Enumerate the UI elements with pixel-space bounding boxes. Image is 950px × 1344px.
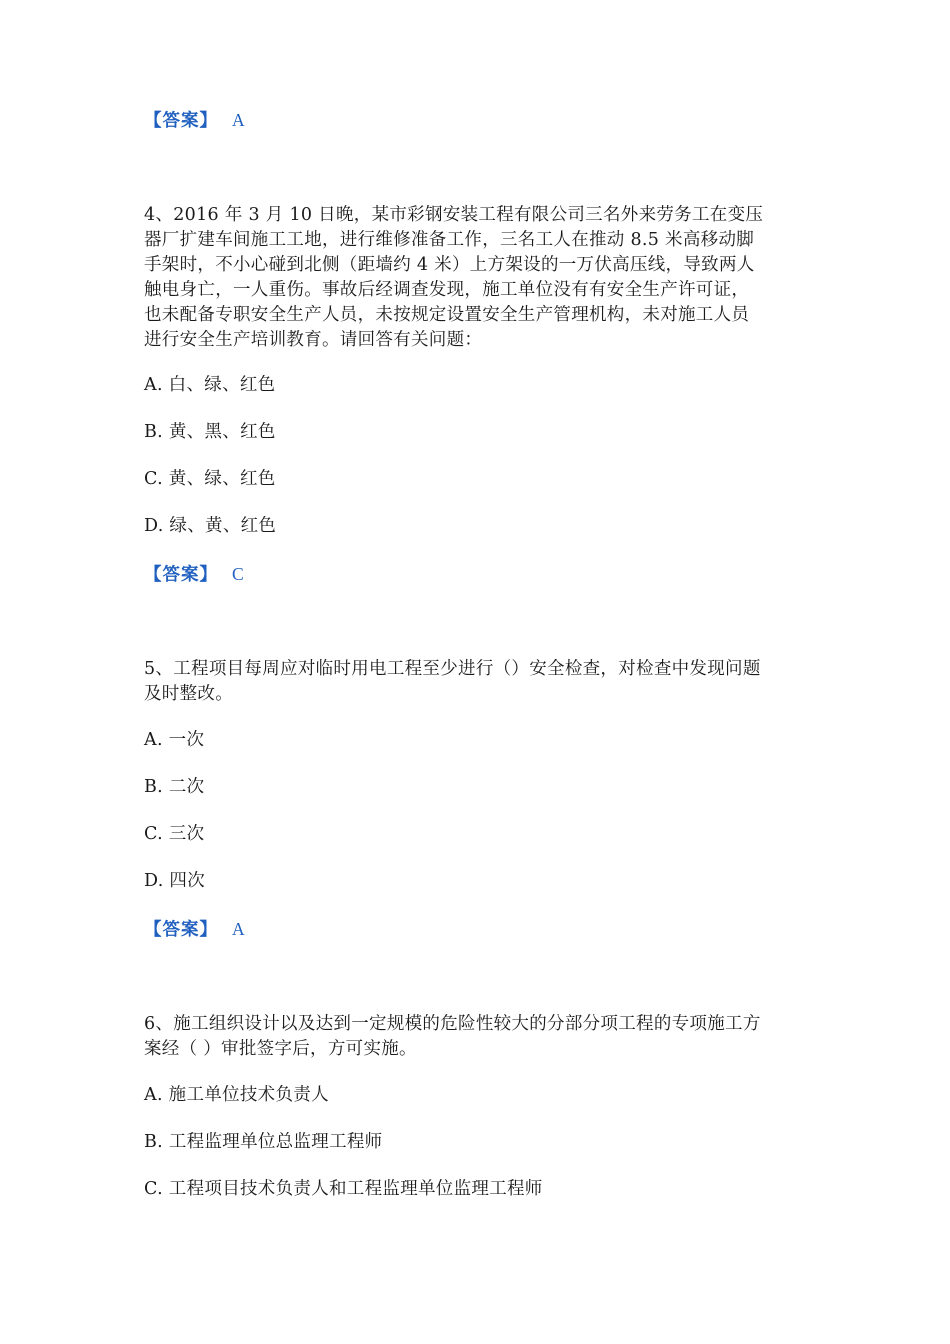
option-b: B. 黄、黑、红色 [144,422,276,442]
option-c: C. 工程项目技术负责人和工程监理单位监理工程师 [144,1179,543,1199]
question-4-line-1: 4、2016 年 3 月 10 日晚，某市彩钢安装工程有限公司三名外来劳务工在变压 [144,205,764,225]
option-b: B. 二次 [144,777,205,797]
answer-line-q4 [144,562,244,587]
question-4-line-2: 器厂扩建车间施工工地，进行维修准备工作，三名工人在推动 8.5 米高移动脚 [144,230,755,250]
option-a: A. 一次 [144,730,205,750]
question-5-line-2: 及时整改。 [144,684,233,704]
answer-value: A [232,110,245,130]
answer-value: C [232,564,244,584]
option-c: C. 三次 [144,824,205,844]
answer-tag: 【答案】 [144,111,218,131]
question-6-line-2: 案经（ ）审批签字后，方可实施。 [144,1039,417,1059]
question-4-line-6: 进行安全生产培训教育。请回答有关问题： [144,330,483,350]
option-b: B. 工程监理单位总监理工程师 [144,1132,383,1152]
answer-tag: 【答案】 [144,920,218,940]
question-4-line-5: 也未配备专职安全生产人员，未按规定设置安全生产管理机构，未对施工人员 [144,305,750,325]
option-a: A. 白、绿、红色 [144,375,276,395]
question-6-line-1: 6、施工组织设计以及达到一定规模的危险性较大的分部分项工程的专项施工方 [144,1014,761,1034]
option-c: C. 黄、绿、红色 [144,469,276,489]
option-d: D. 四次 [144,871,206,891]
answer-line-q3 [144,108,245,133]
answer-value: A [232,919,245,939]
answer-line-q5 [144,917,245,942]
answer-tag: 【答案】 [144,565,218,585]
question-4-line-3: 手架时，不小心碰到北侧（距墙约 4 米）上方架设的一万伏高压线，导致两人 [144,255,755,275]
question-4-line-4: 触电身亡，一人重伤。事故后经调查发现，施工单位没有有安全生产许可证， [144,280,750,300]
question-5-line-1: 5、工程项目每周应对临时用电工程至少进行（）安全检查，对检查中发现问题 [144,659,761,679]
option-d: D. 绿、黄、红色 [144,516,277,536]
option-a: A. 施工单位技术负责人 [144,1085,329,1105]
